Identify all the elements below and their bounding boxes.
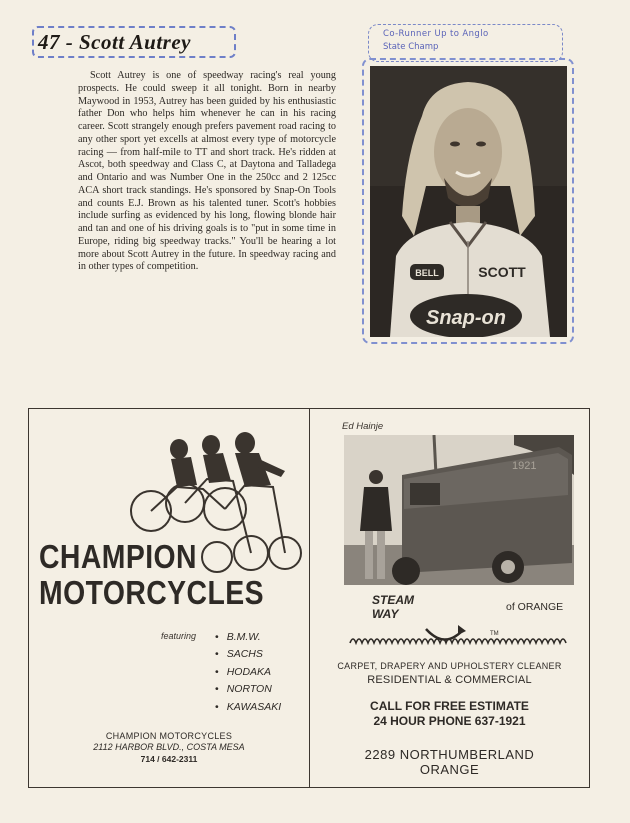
featuring-label: featuring: [161, 631, 197, 641]
champion-motorcycles-ad: [29, 409, 309, 787]
handwritten-note-line-2: State Champ: [383, 42, 439, 52]
cta-line-1: CALL FOR FREE ESTIMATE: [370, 699, 529, 713]
jersey-name: SCOTT: [478, 264, 526, 280]
rider-portrait: [370, 66, 567, 337]
champion-name-line-2: MOTORCYCLES: [39, 574, 264, 611]
steamway-address: [310, 747, 589, 777]
rider-title: 47 - Scott Autrey: [38, 30, 191, 54]
brand-item: • KAWASAKI: [215, 699, 281, 716]
call-to-action: [310, 699, 589, 729]
rider-title-box: [32, 26, 236, 58]
handwritten-note: [368, 24, 563, 62]
champion-phone: 714 / 642-2311: [140, 754, 198, 764]
champion-business-name: [39, 539, 264, 611]
brand-item: • NORTON: [215, 681, 281, 698]
service-segments: RESIDENTIAL & COMMERCIAL: [367, 674, 532, 686]
address-line-2: ORANGE: [419, 762, 480, 777]
trademark-mark: TM: [490, 631, 499, 637]
steamway-logo-line-1: STEAM: [372, 593, 414, 607]
handwritten-note-line-1: Co-Runner Up to Anglo: [383, 29, 489, 39]
sponsor-logo: Snap-on: [426, 307, 506, 329]
brand-item: • B.M.W.: [215, 629, 281, 646]
steamway-logo-line-2: WAY: [372, 607, 399, 621]
champion-name-line-1: CHAMPION: [39, 538, 197, 575]
van-photo: [344, 435, 574, 585]
brand-item: • SACHS: [215, 646, 281, 663]
photo-caption: Ed Hainje: [342, 421, 384, 432]
brand-list: [215, 629, 281, 716]
van-phone-text: 1921: [512, 460, 537, 472]
steamway-location: of ORANGE: [506, 601, 564, 613]
rider-photo-frame: [362, 58, 574, 344]
champion-footer-name: CHAMPION MOTORCYCLES: [105, 731, 233, 741]
helmet-brand: BELL: [415, 268, 439, 278]
address-line-1: 2289 NORTHUMBERLAND: [364, 747, 535, 762]
champion-address: 2112 HARBOR BLVD., COSTA MESA: [93, 742, 245, 752]
cta-line-2: 24 HOUR PHONE 637-1921: [373, 714, 526, 728]
service-description: CARPET, DRAPERY AND UPHOLSTERY CLEANER: [337, 661, 562, 671]
steamway-ad: [310, 409, 589, 787]
rider-bio: Scott Autrey is one of speedway racing's real young prospects. He could sweep it all tonight. Born in nearby Maywood in 1953, Autrey has been guided by his enthusiastic father Don who helps him whenever he can in his racing career. Scott strangely enough prefers pavement road racing to any other sport yet excells at almost every type of motorcycle racing — from half-mile to TT and short track. He's ridden at Ascot, both speedway and Class C, at Daytona and Talladega and Ontario and was Number One in the 250cc and 2 125cc ACA short track standings. He's sponsored by Snap-On Tools and counts E.J. Brown as his talented tuner. Scott's hobbies include surfing as evidenced by his long, flowing blonde hair and tan and one of his driving goals is to "put in some time in Europe, riding big speedway tracks." You'll be hearing a lot more about Scott Autrey in the future. In speedway racing and in other types of competition.: [78, 70, 336, 273]
advertisements: [28, 408, 590, 788]
champion-contact: [29, 731, 309, 764]
steamway-logo: [348, 593, 574, 651]
brand-item: • HODAKA: [215, 664, 281, 681]
